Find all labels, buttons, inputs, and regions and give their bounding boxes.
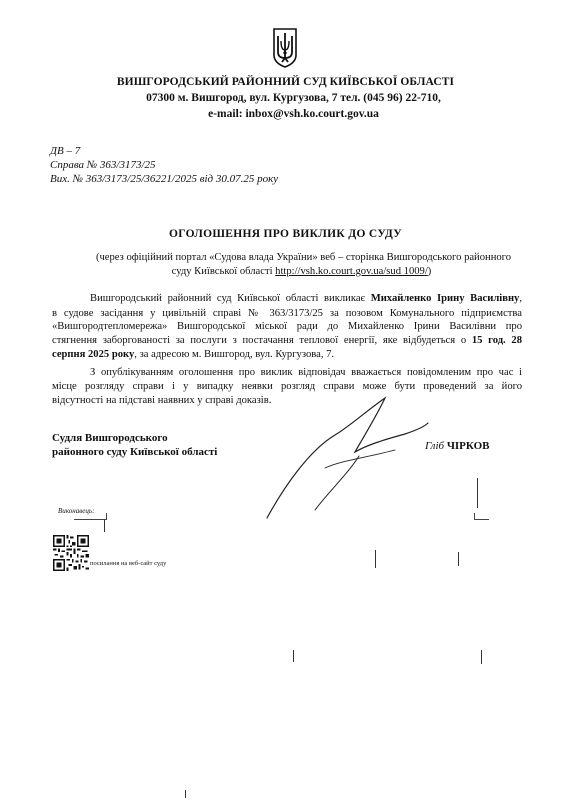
body-line-6: З опублікуванням оголошення про виклик відповідач вважається повідомленим про час і	[90, 367, 522, 378]
court-name: ВИШГОРОДСЬКИЙ РАЙОННИЙ СУД КИЇВСЬКОЇ ОБЛАСТІ	[116, 76, 455, 88]
body-line-7: місце розгляду справи і у випадку неявки розгляд справи може бути проведений за його	[52, 381, 522, 392]
body-text: стягнення заборгованості за послуги з постачання теплової енергії, яке відбудеться о	[52, 335, 472, 346]
body-line-8: відсутності на підставі наявних у справі доказів.	[52, 395, 272, 406]
scan-tick-mark	[481, 650, 482, 664]
subtitle-text: суду Київської області	[171, 266, 276, 277]
scan-corner-mark	[74, 513, 107, 520]
court-address: 07300 м. Вишгород, вул. Кургузова, 7 тел. (045 96) 22-710,	[146, 92, 441, 104]
scan-tick-mark	[458, 552, 459, 566]
body-line-2: в судове засідання у цивільній справі № 363/3173/25 за позовом Комунального підприємства	[52, 308, 522, 319]
case-number: Справа № 363/3173/25	[50, 159, 156, 171]
outgoing-number: Вих. № 363/3173/25/36221/2025 від 30.07.25 року	[50, 173, 279, 185]
judge-first-name: Гліб	[425, 440, 447, 452]
scan-tick-mark	[375, 550, 376, 568]
body-line-4	[52, 335, 522, 346]
qr-caption: посилання на веб-сайт суду	[90, 560, 167, 567]
judge-last-name: ЧІРКОВ	[446, 440, 490, 452]
court-website-link[interactable]: http://vsh.ko.court.gov.ua/sud 1009/	[275, 266, 428, 277]
body-text: , за адресою м. Вишгород, вул. Кургузова, 7.	[134, 349, 335, 360]
scan-tick-mark	[293, 650, 294, 662]
scan-tick-mark	[477, 478, 478, 508]
executor-label: Виконавець:	[58, 507, 95, 515]
defendant-name: Михайленко Ірину Василівну	[370, 293, 520, 304]
form-code: ДВ – 7	[50, 145, 81, 157]
hearing-date: серпня 2025 року	[52, 349, 135, 360]
scan-tick-mark	[185, 790, 186, 798]
body-text: Вишгородський районний суд Київської області викликає	[90, 293, 371, 304]
scan-tick-mark	[104, 520, 105, 532]
coat-of-arms-icon	[272, 28, 298, 68]
body-line-5	[52, 349, 522, 360]
scan-corner-mark	[474, 513, 489, 520]
qr-code-icon[interactable]	[53, 535, 89, 571]
body-text: ,	[519, 293, 522, 304]
hearing-time: 15 год. 28	[471, 335, 523, 346]
body-line-1	[90, 293, 522, 304]
judge-name	[425, 440, 489, 452]
body-line-3: «Вишгородтепломережа» Вишгородської міської ради до Михайленко Ірини Василівни про	[52, 321, 522, 332]
handwritten-signature	[255, 390, 430, 525]
subtitle-line-1: (через офіційний портал «Судова влада України» веб – сторінка Вишгородського районного	[95, 252, 512, 263]
subtitle-close: )	[427, 266, 432, 277]
signature-title-line-1: Судля Вишгородського	[52, 432, 168, 444]
court-email: e-mail: inbox@vsh.ko.court.gov.ua	[208, 108, 379, 120]
subtitle-line-2	[16, 266, 571, 277]
signature-title-line-2: районного суду Київської області	[52, 446, 218, 458]
document-title: ОГОЛОШЕННЯ ПРО ВИКЛИК ДО СУДУ	[169, 228, 402, 240]
